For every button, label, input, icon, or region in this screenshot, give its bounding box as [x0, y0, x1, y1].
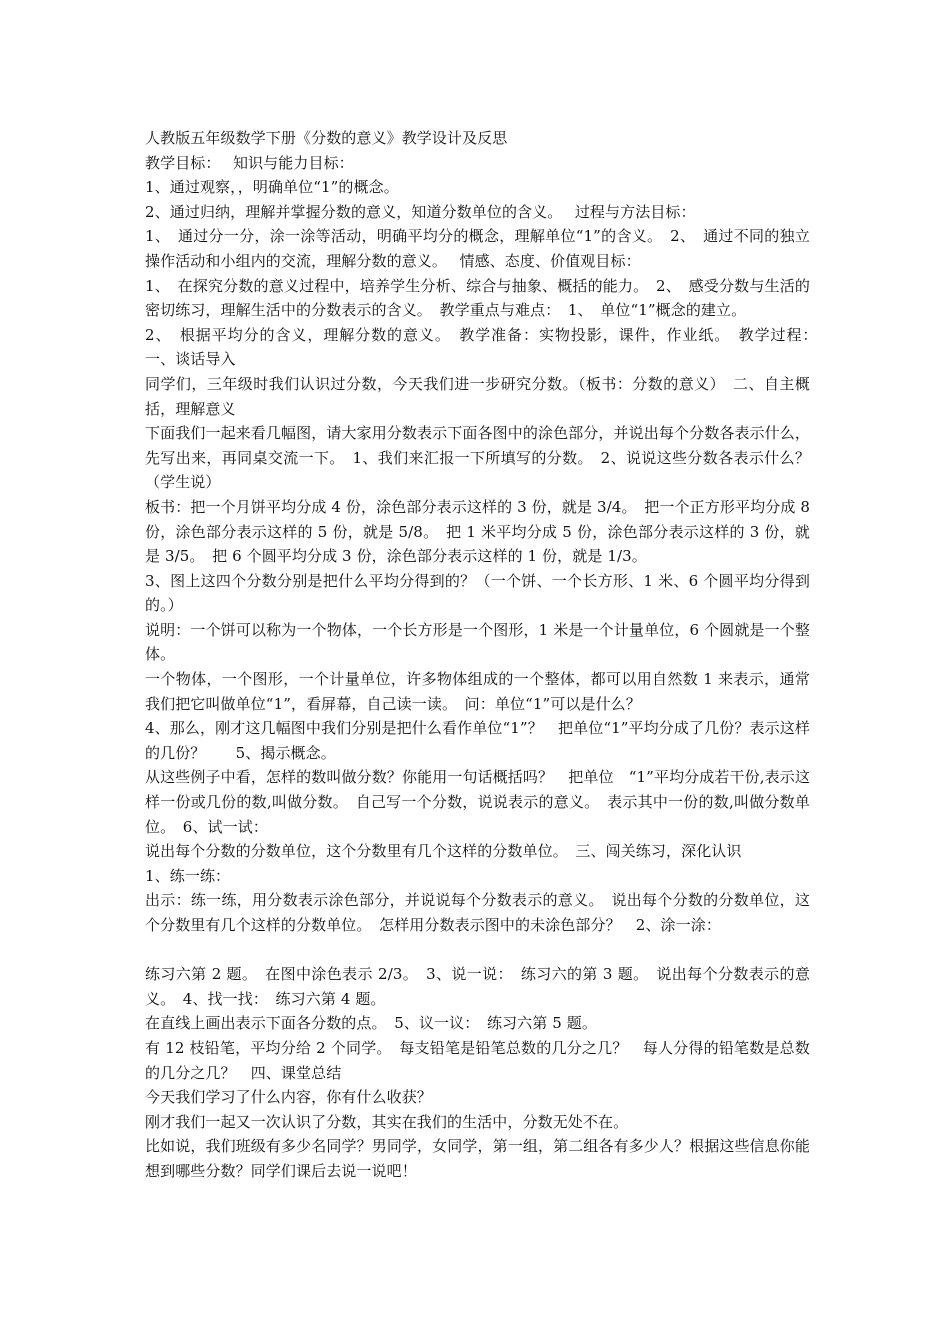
paragraph-1: 教学目标： 知识与能力目标：: [145, 153, 354, 172]
paragraph-23: 刚才我们一起又一次认识了分数，其实在我们的生活中，分数无处不在。: [145, 1112, 629, 1131]
paragraph-10: 3、图上这四个分数分别是把什么平均分得到的？（一个饼、一个长方形、1 米、6 个圆平均分得到的。）: [145, 571, 810, 615]
paragraph-17: 出示：练一练，用分数表示涂色部分，并说说每个分数表示的意义。 说出每个分数的分数单位，这个分数里有几个这样的分数单位。 怎样用分数表示图中的未涂色部分？ 2、涂一涂：: [145, 891, 810, 934]
paragraph-2: 1、通过观察，，明确单位“1”的概念。: [145, 178, 399, 197]
paragraph-8: 下面我们一起来看几幅图，请大家用分数表示下面各图中的涂色部分，并说出每个分数各表示什么，先写出来，再同桌交流一下。 1、我们来汇报一下所填写的分数。 2、说说这些分数各表示什么？ （学生说）: [145, 424, 826, 492]
paragraph-19: 练习六第 2 题。 在图中涂色表示 2/3。 3、说一说： 练习六的第 3 题。 说出每个分数表示的意义。 4、找一找： 练习六第 4 题。: [145, 965, 810, 1008]
document-body: [145, 126, 830, 1184]
paragraph-6: 2、 根据平均分的含义，理解分数的意义。 教学准备：实物投影，课件，作业纸。 教学过程： 一、谈话导入: [145, 325, 830, 369]
paragraph-5: 1、 在探究分数的意义过程中，培养学生分析、综合与抽象、概括的能力。 2、 感受分数与生活的密切练习，理解生活中的分数表示的含义。 教学重点与难点： 1、 单位“1”概念的建立。: [145, 276, 810, 320]
paragraph-11: 说明：一个饼可以称为一个物体，一个长方形是一个图形，1 米是一个计量单位，6 个圆就是一个整体。: [145, 620, 810, 664]
paragraph-9: 板书：把一个月饼平均分成 4 份，涂色部分表示这样的 3 份，就是 3/4。 把一个正方形平均分成 8 份，涂色部分表示这样的 5 份，就是 5/8。 把 1 米平均分成 5 份，涂色部分表示这样的 3 份，就是 3/5。 把 6 个圆平均分成 3 份，涂色部分表示这样的 1 份，就是 1/3。: [145, 497, 810, 566]
paragraph-15: 说出每个分数的分数单位，这个分数里有几个这样的分数单位。 三、闯关练习，深化认识: [145, 842, 742, 861]
paragraph-24: 比如说，我们班级有多少名同学？男同学，女同学，第一组，第二组各有多少人？根据这些信息你能想到哪些分数？同学们课后去说一说吧！: [145, 1137, 810, 1180]
blank-line: [145, 938, 810, 963]
paragraph-7: 同学们，三年级时我们认识过分数，今天我们进一步研究分数。（板书：分数的意义） 二、自主概括，理解意义: [145, 374, 810, 418]
paragraph-14: 从这些例子中看，怎样的数叫做分数？你能用一句话概括吗？ 把单位 “1”平均分成若干份,表示这样一份或几份的数,叫做分数。 自己写一个分数，说说表示的意义。 表示其中一份的数,叫做分数单位。 6、试一试：: [145, 768, 810, 836]
paragraph-20: 在直线上画出表示下面各分数的点。 5、议一议： 练习六第 5 题。: [145, 1014, 597, 1033]
paragraph-22: 今天我们学习了什么内容，你有什么收获？: [145, 1088, 432, 1107]
document-title: 人教版五年级数学下册《分数的意义》教学设计及反思: [145, 129, 508, 147]
paragraph-4: 1、 通过分一分，涂一涂等活动，明确平均分的概念，理解单位“1”的含义。 2、 通过不同的独立操作活动和小组内的交流，理解分数的意义。 情感、态度、价值观目标：: [145, 227, 810, 270]
paragraph-16: 1、练一练：: [145, 866, 231, 885]
paragraph-21: 有 12 枝铅笔，平均分给 2 个同学。 每支铅笔是铅笔总数的几分之几？ 每人分得的铅笔数是总数的几分之几？ 四、课堂总结: [145, 1038, 810, 1082]
paragraph-12: 一个物体，一个图形，一个计量单位，许多物体组成的一个整体，都可以用自然数 1 来表示，通常我们把它叫做单位“1”，看屏幕，自己读一读。 问：单位“1”可以是什么？: [145, 670, 810, 713]
paragraph-3: 2、通过归纳，理解并掌握分数的意义，知道分数单位的含义。 过程与方法目标：: [145, 202, 696, 221]
paragraph-13: 4、那么，刚才这几幅图中我们分别是把什么看作单位“1”？ 把单位“1”平均分成了几份？表示这样的几份？ 5、揭示概念。: [145, 719, 810, 762]
